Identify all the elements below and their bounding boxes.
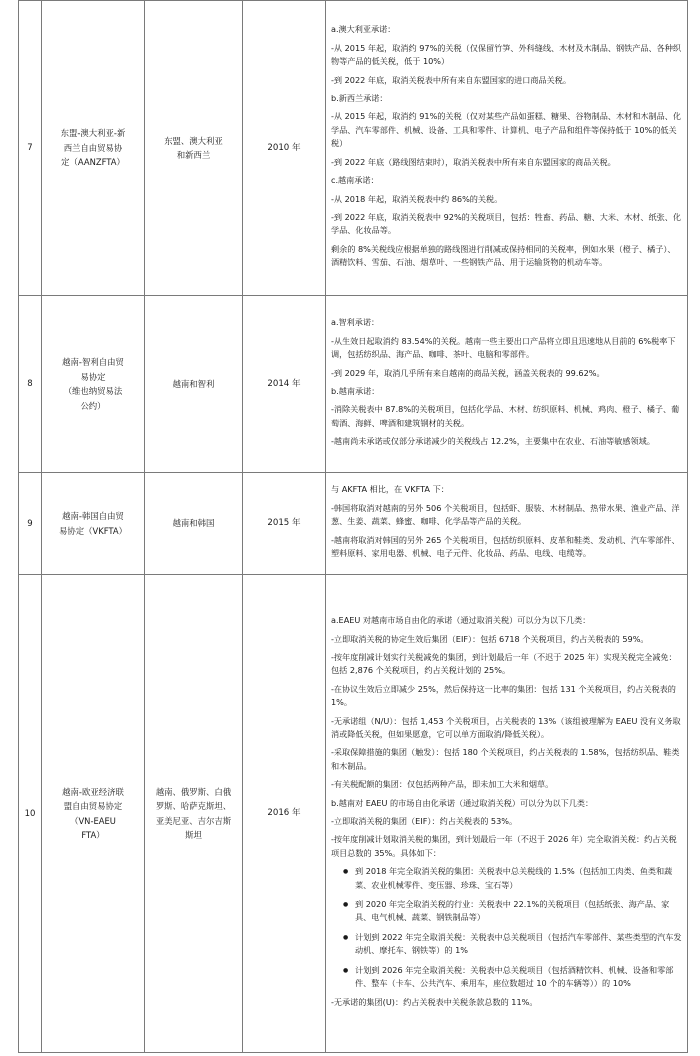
commitment-content [326, 473, 688, 575]
content-paragraph: -按年度削减计划实行关税减免的集团，到计划最后一年（不迟于 2025 年）实现关税完全减免：包括 2,876 个关税项目，约占关税计划的 25%。 [331, 651, 677, 676]
table-row [19, 1, 688, 296]
content-paragraph: 剩余的 8%关税线应根据单独的路线图进行削减或保持相同的关税率，例如水果（橙子、橘子）、酒精饮料、雪茄、石油、烟草叶、一些钢铁产品、用于运输货物的机动车等。 [331, 243, 676, 268]
commitment-content [326, 575, 688, 1053]
content-paragraph: -有关税配额的集团：仅包括两种产品，即未加工大米和烟草。 [331, 779, 554, 790]
agreement-name-line: 西兰自由贸易协 [63, 142, 123, 153]
bullet-list [331, 865, 682, 990]
content-paragraph: b.新西兰承诺： [331, 93, 388, 104]
table-row [19, 473, 688, 575]
row-number: 9 [19, 473, 42, 575]
content-paragraph: a.澳大利亚承诺： [331, 24, 396, 35]
bullet-item: ● 计划到 2022 年完全取消关税：关税表中总关税项目（包括汽车零部件、某些类型的汽车发动机、摩托车、钢铁等）的 1% [331, 931, 682, 958]
row-number: 10 [19, 575, 42, 1053]
agreement-parties-line: 东盟、澳大利亚 [164, 135, 223, 146]
agreement-parties-line: 越南和智利 [172, 378, 215, 389]
content-paragraph: -从 2015 年起，取消约 97%的关税（仅保留竹笋、外科缝线、木材及木制品、钢铁产品、各种织物等产品的低关税，低于 10%） [331, 42, 682, 67]
agreement-name-line: FTA） [81, 830, 105, 840]
agreement-name [42, 296, 145, 473]
content-paragraph: -从 2018 年起，取消关税表中约 86%的关税。 [331, 193, 503, 204]
content-paragraph: -从 2015 年起，取消约 91%的关税（仅对某些产品如蛋糕、糖果、谷物制品、木材和木制品、化学品、汽车零部件、机械、设备、工具和零件、计算机、电子产品和组件等保持低于 10%的低关税） [331, 111, 682, 149]
agreement-parties [145, 575, 243, 1053]
table-row [19, 296, 688, 473]
agreement-name-line: 越南-智利自由贸 [62, 357, 124, 367]
content-paragraph: -韩国将取消对越南的另外 506 个关税项目，包括虾、服装、木材制品、热带水果、渔业产品、洋葱、生姜、蔬菜、蜂蜜、咖啡、化学品等产品的关税。 [331, 502, 680, 527]
agreement-name-line: 定（AANZFTA） [61, 157, 125, 168]
agreement-name [42, 575, 145, 1053]
agreement-parties-line: 越南、俄罗斯、白俄 [155, 786, 232, 797]
content-paragraph: -到 2029 年，取消几乎所有来自越南的商品关税，涵盖关税表的 99.62%。 [331, 367, 605, 378]
agreement-parties [145, 296, 243, 473]
content-paragraph: -到 2022 年底，取消关税表中 92%的关税项目，包括：牲畜、药品、糖、大米、木材、纸张、化学品、化妆品等。 [331, 211, 682, 236]
content-paragraph: 与 AKFTA 相比，在 VKFTA 下： [331, 484, 449, 495]
content-paragraph: a.EAEU 对越南市场自由化的承诺（通过取消关税）可以分为以下几类： [331, 615, 591, 626]
agreement-parties-line: 斯坦 [185, 830, 202, 840]
agreement-name-line: 公约） [80, 400, 106, 411]
content-paragraph: -越南将取消对韩国的另外 265 个关税项目，包括纺织原料、皮革和鞋类、发动机、汽车零部件、塑料原料、家用电器、机械、电子元件、化妆品、药品、电线、电缆等。 [331, 534, 680, 559]
table-row [19, 575, 688, 1053]
agreement-parties [145, 1, 243, 296]
fta-table [18, 0, 688, 1053]
agreement-name-line: 越南-韩国自由贸 [62, 511, 124, 521]
agreement-name-line: （维也纳贸易法 [63, 386, 123, 396]
content-paragraph: -到 2022 年底（路线图结束时），取消关税表中所有来自东盟国家的商品关税。 [331, 156, 616, 167]
agreement-parties-line: 和新西兰 [176, 150, 211, 160]
content-paragraph: -无承诺的集团(U)：约占关税表中关税条款总数的 11%。 [331, 997, 538, 1008]
agreement-name [42, 1, 145, 296]
content-paragraph: -消除关税表中 87.8%的关税项目，包括化学品、木材、纺织原料、机械、鸡肉、橙子、橘子、葡萄酒、海鲜、啤酒和建筑钢材的关税。 [331, 404, 680, 428]
agreement-name-line: 盟自由贸易协定 [63, 801, 123, 811]
agreement-name-line: 东盟-澳大利亚-新 [60, 128, 126, 139]
content-paragraph: -越南尚未承诺或仅部分承诺减少的关税线占 12.2%，主要集中在农业、石油等敏感领域。 [331, 436, 655, 447]
content-paragraph: -在协议生效后立即减少 25%，然后保持这一比率的集团：包括 131 个关税项目，约占关税表的 1%。 [331, 683, 676, 708]
agreement-parties-line: 越南和韩国 [172, 518, 215, 529]
agreement-name [42, 473, 145, 575]
bullet-item: ● 计划到 2026 年完全取消关税：关税表中总关税项目（包括酒精饮料、机械、设备和零部件、整车（卡车、公共汽车、乘用车，座位数超过 10 个的车辆等））的 10% [331, 964, 682, 991]
effective-year: 2016 年 [243, 575, 326, 1053]
content-paragraph: c.越南承诺： [331, 175, 379, 186]
content-paragraph: -按年度削减计划取消关税的集团，到计划最后一年（不迟于 2026 年）完全取消关税：约占关税项目总数的 35%。具体如下： [331, 834, 677, 858]
effective-year: 2010 年 [243, 1, 326, 296]
content-paragraph: a.智利承诺： [331, 317, 380, 328]
commitment-content [326, 1, 688, 296]
row-number: 8 [19, 296, 42, 473]
agreement-name-line: 易协定 [80, 371, 106, 382]
content-paragraph: -从生效日起取消约 83.54%的关税。越南一些主要出口产品将立即且迅速地从目前的 6%税率下调，包括纺织品、海产品、咖啡、茶叶、电脑和零部件。 [331, 335, 676, 360]
content-paragraph: b.越南对 EAEU 的市场自由化承诺（通过取消关税）可以分为以下几类： [331, 797, 594, 808]
agreement-parties-line: 罗斯、哈萨克斯坦、 [155, 801, 232, 811]
bullet-item: ● 到 2018 年完全取消关税的集团：关税表中总关税线的 1.5%（包括加工肉类、鱼类和蔬菜、农业机械零件、变压器、珍珠、宝石等） [331, 865, 682, 892]
agreement-name-line: （VN-EAEU [70, 815, 116, 826]
row-number: 7 [19, 1, 42, 296]
commitment-content [326, 296, 688, 473]
content-paragraph: -采取保障措施的集团（触发）：包括 180 个关税项目，约占关税表的 1.58%，包括纺织品、鞋类和木制品。 [331, 747, 680, 771]
agreement-name-line: 易协定（VKFTA） [59, 525, 127, 536]
agreement-parties [145, 473, 243, 575]
agreement-parties-line: 亚美尼亚、吉尔吉斯 [155, 815, 232, 826]
content-paragraph: -无承诺组（N/U）：包括 1,453 个关税项目，占关税表的 13%（该组被理解为 EAEU 没有义务取消或降低关税，但如果愿意，它可以单方面取消/降低关税）。 [331, 715, 681, 739]
content-paragraph: b.越南承诺： [331, 386, 380, 396]
content-paragraph: -立即取消关税的协定生效后集团（EIF）：包括 6718 个关税项目，约占关税表的 59%。 [331, 633, 649, 644]
bullet-item: ● 到 2020 年完全取消关税的行业：关税表中 22.1%的关税项目（包括纸张、海产品、家具、电气机械、蔬菜、钢铁制品等） [331, 898, 682, 925]
effective-year: 2014 年 [243, 296, 326, 473]
content-paragraph: -到 2022 年底，取消关税表中所有来自东盟国家的进口商品关税。 [331, 74, 572, 85]
effective-year: 2015 年 [243, 473, 326, 575]
content-paragraph: -立即取消关税的集团（EIF）：约占关税表的 53%。 [331, 816, 518, 826]
agreement-name-line: 越南-欧亚经济联 [62, 786, 124, 797]
